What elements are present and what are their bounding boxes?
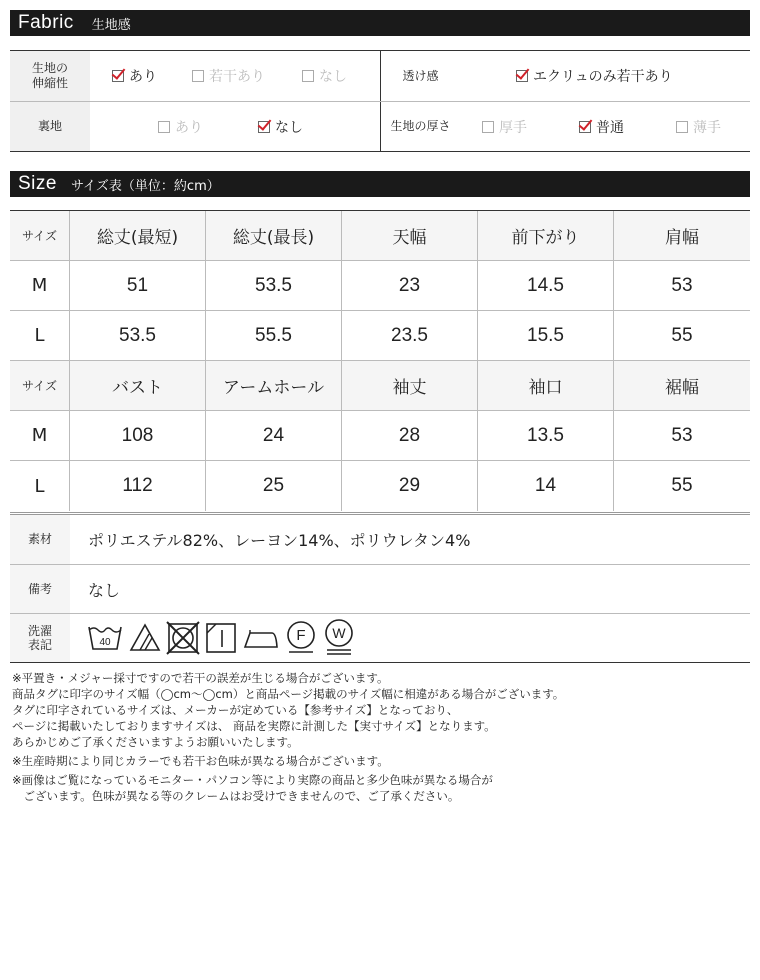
size-value: 51 xyxy=(70,261,206,310)
size-value: 55 xyxy=(671,475,693,496)
checkbox-icon xyxy=(158,121,170,133)
note-line: ページに掲載いたしておりますサイズは、 商品を実際に計測した【実寸サイズ】となります。 xyxy=(12,719,496,733)
option-label: 薄手 xyxy=(693,119,721,136)
size-value: 112 xyxy=(70,461,206,511)
dry-clean-letter: F xyxy=(296,627,306,644)
note-line: あらかじめご了承くださいますようお願いいたします。 xyxy=(12,735,299,749)
size-section-header xyxy=(10,171,750,197)
thickness-option-normal[interactable] xyxy=(579,117,676,137)
size-header-row xyxy=(10,361,750,411)
size-title-en: Size xyxy=(18,173,57,194)
checkbox-checked-icon xyxy=(579,121,591,133)
notes xyxy=(12,670,752,804)
sheer-option-ecru[interactable] xyxy=(516,66,673,86)
no-tumble-dry-icon xyxy=(166,621,200,655)
material-label: 素材 xyxy=(10,515,70,564)
note-line: ※生産時期により同じカラーでも若干お色味が異なる場合がございます。 xyxy=(12,754,389,768)
thickness-options xyxy=(460,102,750,151)
remarks-value: なし xyxy=(88,580,121,600)
fabric-title-en: Fabric xyxy=(18,12,74,33)
table-row xyxy=(10,411,750,461)
size-value: 23 xyxy=(342,261,478,310)
table-row xyxy=(10,461,750,511)
size-header-cell: 肩幅 xyxy=(614,211,750,260)
fabric-table xyxy=(10,50,750,152)
size-header-cell: 袖丈 xyxy=(342,361,478,410)
option-label: 普通 xyxy=(596,119,624,136)
size-key: L xyxy=(10,461,70,511)
table-row xyxy=(10,311,750,361)
remarks-row xyxy=(10,564,750,613)
sheer-options xyxy=(460,51,750,101)
remarks-label: 備考 xyxy=(10,565,70,613)
size-value: 14 xyxy=(478,461,614,511)
size-header-cell: 総丈(最短) xyxy=(70,211,206,260)
lining-option-no[interactable] xyxy=(258,117,303,137)
size-header-cell: 裾幅 xyxy=(614,361,750,410)
wash-temp-text: 40 xyxy=(99,637,111,648)
size-value: 25 xyxy=(206,461,342,511)
size-value: 55 xyxy=(671,324,693,346)
wet-clean-w-icon xyxy=(322,618,356,658)
stretch-option-slight[interactable] xyxy=(192,66,302,86)
bleach-ok-icon xyxy=(128,621,162,655)
fabric-row-2 xyxy=(10,101,750,151)
info-table xyxy=(10,512,750,663)
stretch-label xyxy=(10,51,90,101)
size-header-cell: 袖口 xyxy=(478,361,614,410)
checkbox-icon xyxy=(676,121,688,133)
size-header-cell: 総丈(最長) xyxy=(206,211,342,260)
size-value: 24 xyxy=(206,411,342,460)
size-value: 53.5 xyxy=(206,261,342,310)
size-value: 53 xyxy=(671,424,693,446)
lining-option-yes[interactable] xyxy=(158,117,258,137)
care-label-line2: 表記 xyxy=(27,638,52,652)
care-label xyxy=(10,614,70,662)
stretch-options xyxy=(90,51,380,101)
fabric-section-header xyxy=(10,10,750,36)
stretch-label-line2: 伸縮性 xyxy=(31,76,68,90)
note-line: ※画像はご覧になっているモニター・パソコン等により実際の商品と多少色味が異なる場合が xyxy=(12,773,493,787)
size-value: 13.5 xyxy=(478,411,614,460)
size-header-cell: 天幅 xyxy=(342,211,478,260)
size-header-cell: 前下がり xyxy=(478,211,614,260)
checkbox-checked-icon xyxy=(516,70,528,82)
material-row xyxy=(10,515,750,564)
care-row xyxy=(10,613,750,662)
size-value: 53 xyxy=(671,274,693,296)
note-line: ※平置き・メジャー採寸ですので若干の誤差が生じる場合がございます。 xyxy=(12,671,389,685)
size-title-jp: サイズ表（単位：約cm） xyxy=(70,178,220,194)
wet-clean-letter: W xyxy=(332,625,346,641)
stretch-option-no[interactable] xyxy=(302,66,347,86)
size-key: M xyxy=(10,261,70,310)
size-value: 14.5 xyxy=(478,261,614,310)
stretch-label-line1: 生地の xyxy=(31,61,68,75)
note-line: タグに印字されているサイズは、メーカーが定めている【参考サイズ】となっており、 xyxy=(12,703,459,717)
size-table xyxy=(10,210,750,511)
lining-options xyxy=(90,102,380,151)
fabric-title-jp: 生地感 xyxy=(91,17,131,33)
thickness-option-thick[interactable] xyxy=(482,117,579,137)
size-value: 28 xyxy=(342,411,478,460)
size-key: M xyxy=(10,411,70,460)
option-label: あり xyxy=(175,119,203,136)
checkbox-icon xyxy=(482,121,494,133)
checkbox-checked-icon xyxy=(112,70,124,82)
line-dry-icon xyxy=(204,621,238,655)
sheer-label: 透け感 xyxy=(380,51,460,101)
size-value: 55.5 xyxy=(206,311,342,360)
option-label: 厚手 xyxy=(499,119,527,136)
option-label: あり xyxy=(129,69,157,85)
option-label: エクリュのみ若干あり xyxy=(533,69,673,85)
lining-label: 裏地 xyxy=(10,102,90,151)
size-header-row xyxy=(10,211,750,261)
table-row xyxy=(10,261,750,311)
checkbox-checked-icon xyxy=(258,121,270,133)
wash-40-icon xyxy=(86,621,124,655)
stretch-option-yes[interactable] xyxy=(112,66,192,86)
size-value: 108 xyxy=(70,411,206,460)
dry-clean-f-icon xyxy=(284,619,318,657)
size-value: 29 xyxy=(342,461,478,511)
option-label: なし xyxy=(275,119,303,136)
size-header-cell: バスト xyxy=(70,361,206,410)
note-line: ございます。色味が異なる等のクレームはお受けできませんので、ご了承ください。 xyxy=(12,789,460,803)
material-value: ポリエステル82%、レーヨン14%、ポリウレタン4% xyxy=(88,531,471,550)
size-header-cell: アームホール xyxy=(206,361,342,410)
thickness-label: 生地の厚さ xyxy=(380,102,460,151)
size-value: 15.5 xyxy=(478,311,614,360)
size-column-label: サイズ xyxy=(10,361,70,410)
size-key: L xyxy=(10,311,70,360)
care-icons xyxy=(70,614,356,662)
checkbox-icon xyxy=(192,70,204,82)
note-line: 商品タグに印字のサイズ幅（◯cm〜◯cm）と商品ページ掲載のサイズ幅に相違がある場合がございます。 xyxy=(12,687,565,701)
checkbox-icon xyxy=(302,70,314,82)
care-label-line1: 洗濯 xyxy=(27,623,52,638)
thickness-option-thin[interactable] xyxy=(676,117,721,137)
size-value: 53.5 xyxy=(70,311,206,360)
size-column-label: サイズ xyxy=(10,211,70,260)
fabric-row-1 xyxy=(10,51,750,101)
size-value: 23.5 xyxy=(342,311,478,360)
option-label: 若干あり xyxy=(209,69,265,85)
option-label: なし xyxy=(319,69,347,85)
low-iron-icon xyxy=(242,621,280,655)
